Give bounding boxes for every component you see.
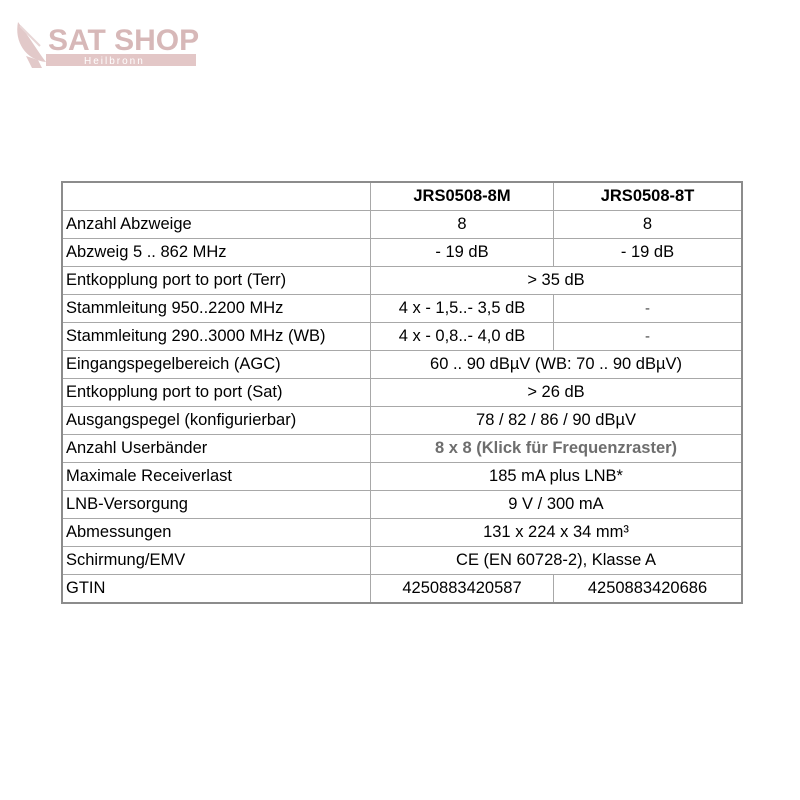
cell-shared: 60 .. 90 dBµV (WB: 70 .. 90 dBµV) [371,351,741,379]
table-row [63,463,741,491]
cell-8t: - [554,295,741,323]
cell-8m: - 19 dB [371,239,554,267]
cell-shared: 9 V / 300 mA [371,491,741,519]
table-row [63,351,741,379]
satellite-dish-logo-icon [12,16,212,72]
header-blank [63,183,371,211]
row-label: Abzweig 5 .. 862 MHz [63,239,371,267]
header-model-8t: JRS0508-8T [554,183,741,211]
row-label: Entkopplung port to port (Sat) [63,379,371,407]
cell-8m: 4 x - 0,8..- 4,0 dB [371,323,554,351]
cell-8t: 8 [554,211,741,239]
row-label: Ausgangspegel (konfigurierbar) [63,407,371,435]
cell-shared: 131 x 224 x 34 mm³ [371,519,741,547]
cell-shared: > 26 dB [371,379,741,407]
row-label: Abmessungen [63,519,371,547]
cell-shared: > 35 dB [371,267,741,295]
sat-shop-logo [12,16,212,72]
table-row [63,211,741,239]
table-row [63,239,741,267]
row-label: LNB-Versorgung [63,491,371,519]
row-label: Stammleitung 950..2200 MHz [63,295,371,323]
row-label: Anzahl Userbänder [63,435,371,463]
table-row [63,379,741,407]
table-row [63,295,741,323]
row-label: Schirmung/EMV [63,547,371,575]
header-model-8m: JRS0508-8M [371,183,554,211]
frequency-grid-link[interactable]: 8 x 8 (Klick für Frequenzraster) [371,435,741,463]
table-row [63,323,741,351]
row-label: Anzahl Abzweige [63,211,371,239]
table-row [63,267,741,295]
svg-text:SAT SHOP: SAT SHOP [48,24,200,57]
row-label: Entkopplung port to port (Terr) [63,267,371,295]
cell-8t: - [554,323,741,351]
cell-8m: 4250883420587 [371,575,554,602]
table-row [63,547,741,575]
table-row [63,519,741,547]
cell-shared: 78 / 82 / 86 / 90 dBµV [371,407,741,435]
cell-8m: 4 x - 1,5..- 3,5 dB [371,295,554,323]
table-row [63,575,741,602]
table-row [63,435,741,463]
cell-shared: 185 mA plus LNB* [371,463,741,491]
cell-8t: - 19 dB [554,239,741,267]
row-label: GTIN [63,575,371,602]
table-row [63,407,741,435]
cell-8t: 4250883420686 [587,579,708,597]
cell-shared: CE (EN 60728-2), Klasse A [371,547,741,575]
row-label: Maximale Receiverlast [63,463,371,491]
table-header-row [63,183,741,211]
row-label: Stammleitung 290..3000 MHz (WB) [63,323,371,351]
svg-text:Heilbronn: Heilbronn [84,56,145,67]
row-label: Eingangspegelbereich (AGC) [63,351,371,379]
table-row [63,491,741,519]
spec-table [61,181,743,604]
cell-8m: 8 [371,211,554,239]
